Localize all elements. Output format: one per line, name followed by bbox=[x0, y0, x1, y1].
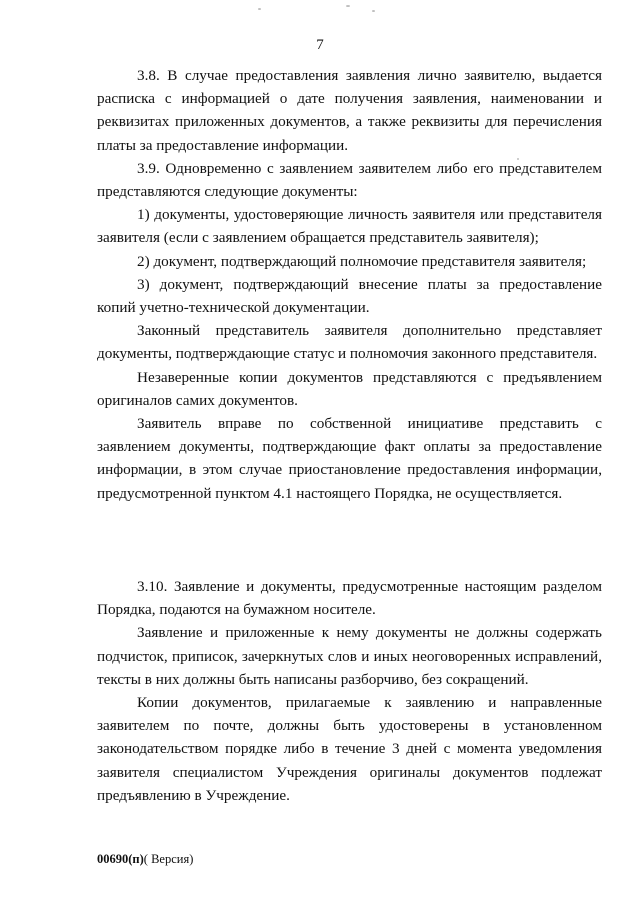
paragraph-document-requirements: Заявление и приложенные к нему документы не должны содержать подчисток, приписок, зачеркнутых слов и иных неоговоренных исправлений, тексты в них должны быть написаны разборчиво, без сокращений. bbox=[97, 624, 602, 688]
paragraph-postal-copies: Копии документов, прилагаемые к заявлению и направленные заявителем по почте, должны быть удостоверены в установленном законодательством порядке либо в течение 3 дней с момента уведомления заявителя специалистом Учреждения оригиналы документов подлежат предъявлению в Учреждение. bbox=[97, 694, 602, 804]
paragraph-unverified-copies: Незаверенные копии документов представляются с предъявлением оригиналов самих документов. bbox=[97, 368, 602, 409]
scan-speck bbox=[258, 8, 261, 10]
paragraph-3-8: 3.8. В случае предоставления заявления лично заявителю, выдается расписка с информацией о дате получения заявления, наименовании и реквизитах приложенных документов, а также реквизиты для перечисления платы за предоставление информации. bbox=[97, 67, 602, 154]
paragraph-3-9: 3.9. Одновременно с заявлением заявителем либо его представителем представляются следующие документы: bbox=[97, 159, 602, 201]
footer-version: ( Версия) bbox=[143, 852, 194, 866]
body-text-lower bbox=[97, 575, 602, 807]
scan-speck bbox=[346, 5, 350, 7]
body-text-upper bbox=[97, 64, 602, 505]
list-item-2: 2) документ, подтверждающий полномочие представителя заявителя; bbox=[137, 252, 587, 270]
page-number: 7 bbox=[316, 37, 324, 53]
footer-code: 00690(п) bbox=[97, 852, 144, 866]
paragraph-legal-representative: Законный представитель заявителя дополнительно представляет документы, подтверждающие статус и полномочия законного представителя. bbox=[97, 322, 602, 363]
paragraph-payment-documents: Заявитель вправе по собственной инициативе представить с заявлением документы, подтверждающие факт оплаты за предоставление информации, в этом случае приостановление предоставления информации, предусмотренной пунктом 4.1 настоящего Порядка, не осуществляется. bbox=[97, 415, 602, 502]
scan-speck bbox=[372, 10, 375, 12]
paragraph-3-10: 3.10. Заявление и документы, предусмотренные настоящим разделом Порядка, подаются на бумажном носителе. bbox=[97, 578, 602, 619]
list-item-3: 3) документ, подтверждающий внесение платы за предоставление копий учетно-технической документации. bbox=[97, 275, 602, 317]
list-item-1: 1) документы, удостоверяющие личность заявителя или представителя заявителя (если с заявлением обращается представитель заявителя); bbox=[97, 206, 602, 247]
document-footer bbox=[97, 852, 193, 867]
